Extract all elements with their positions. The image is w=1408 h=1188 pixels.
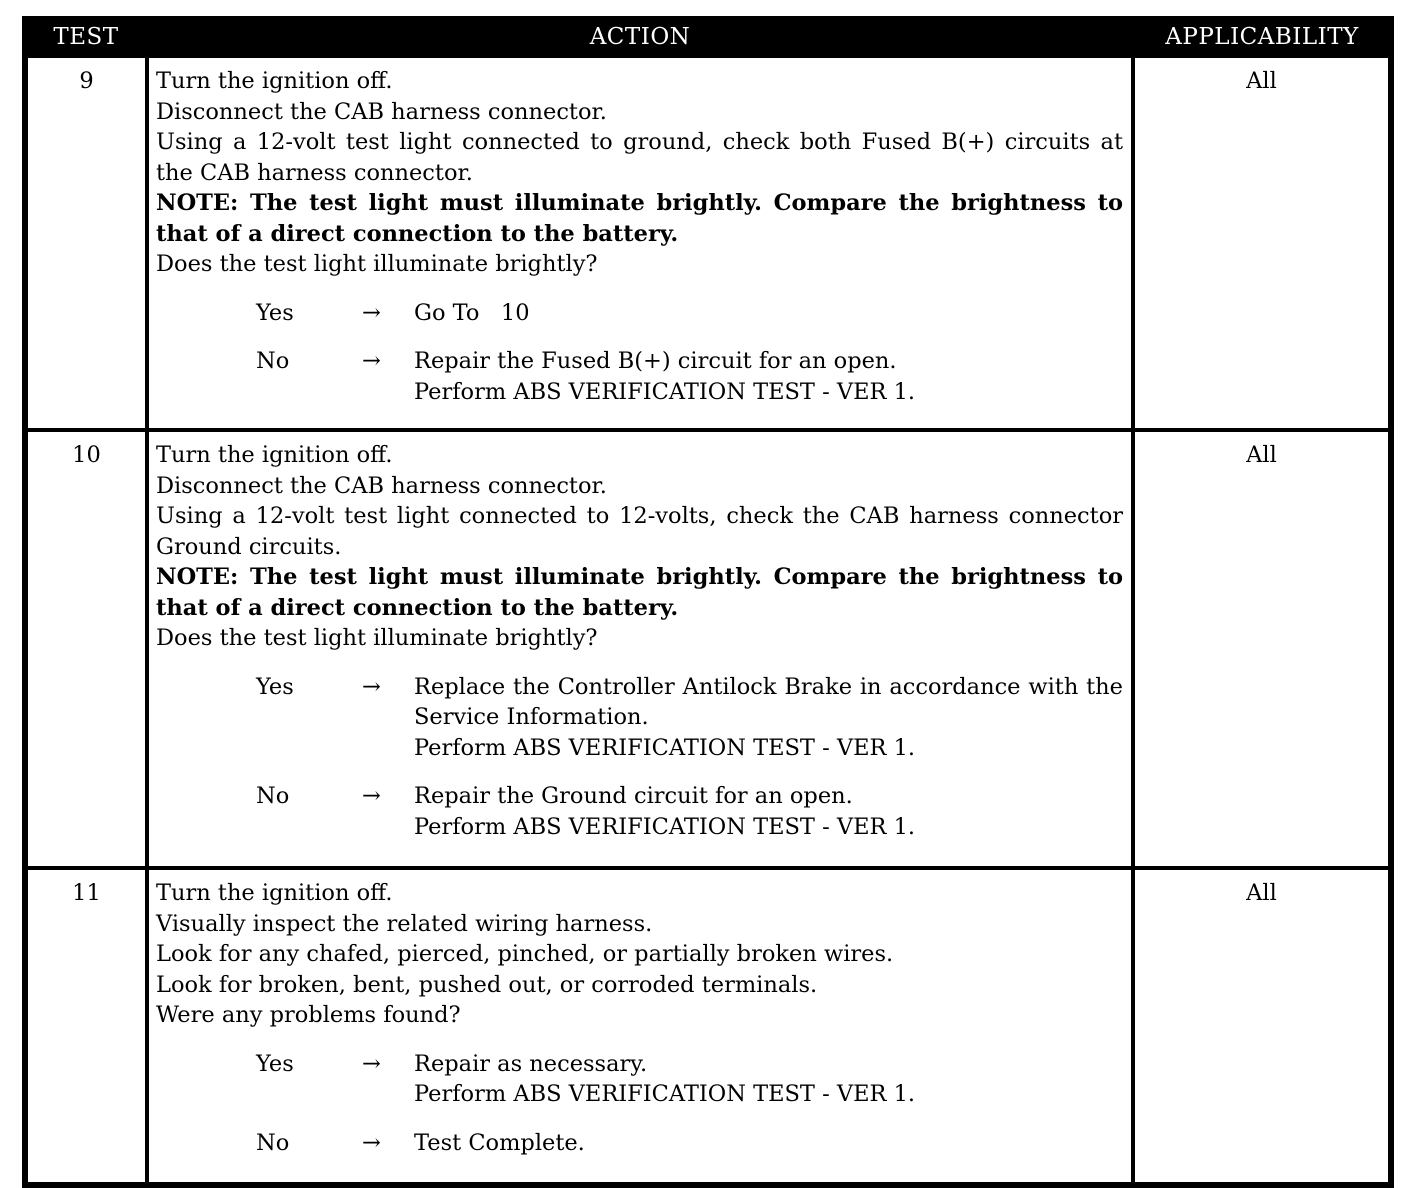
question: Does the test light illuminate brightly?: [156, 625, 598, 651]
applicability: All: [1133, 868, 1391, 1185]
header-row: [25, 16, 1391, 58]
action-cell: [147, 868, 1133, 1185]
step: Visually inspect the related wiring harness.: [156, 910, 653, 937]
outcome-line: Repair as necessary.: [414, 1050, 648, 1077]
test-number: 11: [25, 868, 147, 1185]
arrow-right-icon: →: [362, 348, 381, 374]
outcome-line: Repair the Fused B(+) circuit for an open.: [414, 348, 897, 374]
note: NOTE: The test light must illuminate brightly. Compare the brightness to that of a direct connection to the battery.: [156, 564, 1123, 621]
outcome-yes: [156, 1049, 1123, 1110]
outcome-line: Repair the Ground circuit for an open.: [414, 783, 853, 809]
outcome-no: [156, 346, 1123, 407]
step: Using a 12-volt test light connected to ground, check both Fused B(+) circuits at the CAB harness connector.: [156, 129, 1123, 186]
test-number: 9: [25, 58, 147, 430]
step: Turn the ignition off.: [156, 442, 393, 468]
outcome-no: [156, 781, 1123, 842]
no-label: No: [256, 1129, 290, 1156]
outcome-yes: [156, 672, 1123, 764]
outcome-line: Perform ABS VERIFICATION TEST - VER 1.: [414, 378, 916, 405]
arrow-right-icon: →: [362, 1050, 381, 1077]
step: Turn the ignition off.: [156, 68, 393, 94]
outcome-line: Replace the Controller Antilock Brake in accordance with the Service Information.: [414, 673, 1123, 730]
step: Look for any chafed, pierced, pinched, or partially broken wires.: [156, 941, 894, 967]
action-cell: [147, 430, 1133, 868]
question: Were any problems found?: [156, 1002, 461, 1028]
applicability: All: [1133, 430, 1391, 868]
diagnostic-table: [22, 16, 1394, 1188]
step: Look for broken, bent, pushed out, or corroded terminals.: [156, 971, 818, 998]
outcome-no: [156, 1128, 1123, 1159]
outcome-line: Test Complete.: [414, 1129, 585, 1156]
header-test: TEST: [25, 16, 147, 58]
arrow-right-icon: →: [362, 673, 381, 700]
step: Using a 12-volt test light connected to 12-volts, check the CAB harness connector Ground circuits.: [156, 503, 1123, 560]
question: Does the test light illuminate brightly?: [156, 251, 598, 277]
outcome-line: Go To 10: [414, 299, 530, 326]
no-label: No: [256, 348, 290, 374]
arrow-right-icon: →: [362, 1129, 381, 1156]
outcome-line: Perform ABS VERIFICATION TEST - VER 1.: [414, 734, 916, 761]
step: Disconnect the CAB harness connector.: [156, 98, 607, 125]
header-action: ACTION: [147, 16, 1133, 58]
arrow-right-icon: →: [362, 783, 381, 809]
no-label: No: [256, 783, 290, 809]
step: Turn the ignition off.: [156, 880, 393, 906]
test-number: 10: [25, 430, 147, 868]
table-row: [25, 868, 1391, 1185]
applicability: All: [1133, 58, 1391, 430]
yes-label: Yes: [256, 299, 294, 326]
step: Disconnect the CAB harness connector.: [156, 472, 607, 499]
outcome-line: Perform ABS VERIFICATION TEST - VER 1.: [414, 1081, 916, 1107]
yes-label: Yes: [256, 1050, 294, 1077]
table-row: [25, 430, 1391, 868]
outcome-line: Perform ABS VERIFICATION TEST - VER 1.: [414, 813, 916, 840]
outcome-yes: [156, 298, 1123, 329]
yes-label: Yes: [256, 673, 294, 700]
action-cell: [147, 58, 1133, 430]
header-applicability: APPLICABILITY: [1133, 16, 1391, 58]
arrow-right-icon: →: [362, 299, 381, 326]
table-row: [25, 58, 1391, 430]
note: NOTE: The test light must illuminate brightly. Compare the brightness to that of a direct connection to the battery.: [156, 190, 1123, 247]
